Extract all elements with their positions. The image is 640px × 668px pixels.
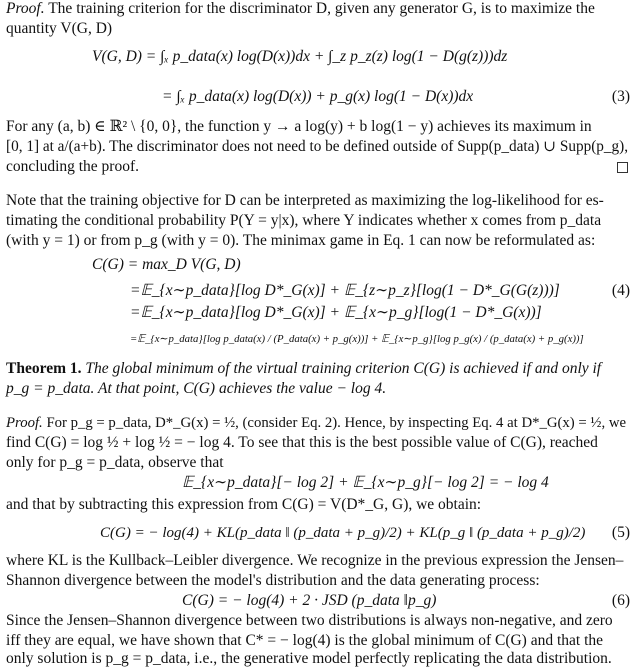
- equation-3-line1: V(G, D) = ∫ₓ p_data(x) log(D(x))dx + ∫_z p_z(z) log(1 − D(g(z)))dz: [92, 48, 508, 65]
- equation-a: 𝔼_{x∼p_data}[− log 2] + 𝔼_{x∼p_g}[− log 2] = − log 4: [182, 474, 549, 491]
- equation-4-line3: =𝔼_{x∼p_data}[log D*_G(x)] + 𝔼_{x∼p_g}[log(1 − D*_G(x))]: [130, 304, 542, 321]
- proof2-line2: find C(G) = log ½ + log ½ = − log 4. To see that this is the best possible value of C(G), reached: [6, 434, 598, 451]
- proof2-text1: For p_g = p_data, D*_G(x) = ½, (consider Eq. 2). Hence, by inspecting Eq. 4 at D*_G(x) = ½, we: [46, 415, 627, 431]
- proof2-line1: [6, 414, 626, 432]
- proof1-line1: [6, 0, 595, 18]
- proof1-line5: concluding the proof.: [6, 158, 140, 175]
- equation-6-number: (6): [611, 592, 630, 609]
- proof2-line7: Since the Jensen–Shannon divergence between two distributions is always non-negative, and zero: [6, 612, 613, 629]
- proof2-line9: only solution is p_g = p_data, i.e., the generative model perfectly replicating the data distribution.: [6, 650, 612, 667]
- theorem-line1: [6, 360, 601, 378]
- proof2-line6: Shannon divergence between the model's distribution and the data generating process:: [6, 572, 540, 589]
- proof2-line4: and that by subtracting this expression from C(G) = V(D*_G, G), we obtain:: [6, 496, 482, 513]
- theorem-label: Theorem 1.: [6, 360, 82, 377]
- equation-4-line1: C(G) = max_D V(G, D): [92, 256, 241, 273]
- equation-4-line2: =𝔼_{x∼p_data}[log D*_G(x)] + 𝔼_{z∼p_z}[log(1 − D*_G(G(z)))]: [130, 282, 560, 299]
- proof1-line2: quantity V(G, D): [6, 20, 113, 37]
- proof1-text1: The training criterion for the discriminator D, given any generator G, is to maximize the: [48, 0, 595, 17]
- para-line2: timating the conditional probability P(Y = y|x), where Y indicates whether x comes from p_data: [6, 212, 602, 229]
- qed-symbol: [617, 162, 628, 173]
- proof2-line5: where KL is the Kullback–Leibler divergence. We recognize in the previous expression the Jensen–: [6, 552, 624, 569]
- para-line1: Note that the training objective for D can be interpreted as maximizing the log-likelihood for es-: [6, 192, 604, 209]
- equation-4-line4: =𝔼_{x∼p_data}[log p_data(x) / (P_data(x) + p_g(x))] + 𝔼_{x∼p_g}[log p_g(x) / (p_data(x) + p_g(x))]: [130, 333, 584, 345]
- theorem-text1: The global minimum of the virtual training criterion C(G) is achieved if and only if: [85, 360, 602, 377]
- equation-5-number: (5): [611, 524, 630, 541]
- proof2-label: Proof.: [6, 415, 43, 431]
- equation-3-line2: = ∫ₓ p_data(x) log(D(x)) + p_g(x) log(1 − D(x))dx: [162, 88, 474, 105]
- equation-3-number: (3): [611, 88, 630, 105]
- equation-6: C(G) = − log(4) + 2 · JSD (p_data ‖p_g): [182, 592, 437, 609]
- proof2-line3: only for p_g = p_data, observe that: [6, 454, 224, 471]
- proof2-line8: iff they are equal, we have shown that C* = − log(4) is the global minimum of C(G) and that the: [6, 632, 604, 649]
- proof1-line4: [0, 1] at a/(a+b). The discriminator does not need to be defined outside of Supp(p_data) ∪ Supp(p_g),: [6, 138, 629, 155]
- equation-5: C(G) = − log(4) + KL(p_data ‖ (p_data + p_g)/2) + KL(p_g ‖ (p_data + p_g)/2): [100, 525, 586, 541]
- proof1-label: Proof.: [6, 0, 45, 17]
- proof1-line3: For any (a, b) ∈ ℝ² \ {0, 0}, the function y → a log(y) + b log(1 − y) achieves its maximum in: [6, 118, 592, 135]
- equation-4-number: (4): [611, 282, 630, 299]
- para-line3: (with y = 1) or from p_g (with y = 0). The minimax game in Eq. 1 can now be reformulated as:: [6, 232, 596, 249]
- theorem-line2: p_g = p_data. At that point, C(G) achieves the value − log 4.: [6, 380, 387, 397]
